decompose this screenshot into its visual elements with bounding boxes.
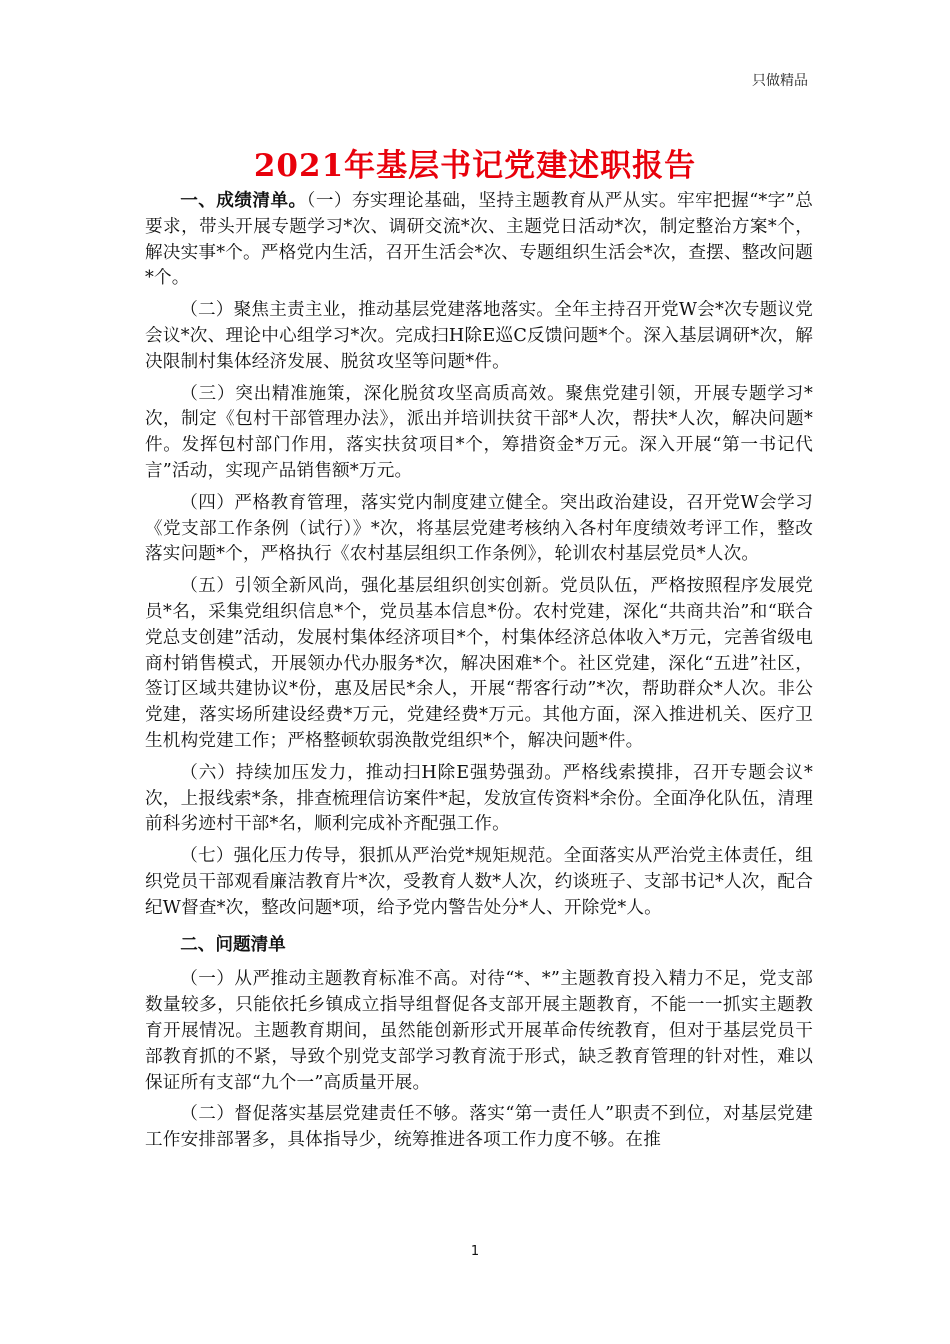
paragraph-text: （一）夯实理论基础，坚持主题教育从严从实。牢牢把握“*字”总要求，带头开展专题学习*次、调研交流*次、主题党日活动*次，制定整治方案*个，解决实事*个。严格党内生活，召开生活会*次、专题组织生活会*次，查摆、整改问题*个。 <box>145 191 813 289</box>
paragraph: （七）强化压力传导，狠抓从严治党*规矩规范。全面落实从严治党主体责任，组织党员干部观看廉洁教育片*次，受教育人数*人次，约谈班子、支部书记*人次，配合纪W督查*次，整改问题*项，给予党内警告处分*人、开除党*人。 <box>145 846 813 918</box>
paragraph: （二）聚焦主责主业，推动基层党建落地落实。全年主持召开党W会*次专题议党会议*次、理论中心组学习*次。完成扫H除E巡C反馈问题*个。深入基层调研*次，解决限制村集体经济发展、脱贫攻坚等问题*件。 <box>145 300 813 372</box>
page-number: 1 <box>470 1244 480 1259</box>
section-heading: 二、问题清单 <box>180 933 286 955</box>
paragraph <box>145 188 813 292</box>
header-note: 只做精品 <box>752 73 808 89</box>
paragraph: （一）从严推动主题教育标准不高。对待“*、*”主题教育投入精力不足，党支部数量较多，只能依托乡镇成立指导组督促各支部开展主题教育，不能一一抓实主题教育开展情况。主题教育期间，虽然能创新形式开展革命传统教育，但对于基层党员干部教育抓的不紧，导致个别党支部学习教育流于形式，缺乏教育管理的针对性，难以保证所有支部“九个一”高质量开展。 <box>145 969 813 1093</box>
document-title: 2021年基层书记党建述职报告 <box>253 148 697 184</box>
paragraph: （三）突出精准施策，深化脱贫攻坚高质高效。聚焦党建引领，开展专题学习*次，制定《包村干部管理办法》，派出并培训扶贫干部*人次，帮扶*人次，解决问题*件。发挥包村部门作用，落实扶贫项目*个，筹措资金*万元。深入开展“第一书记代言”活动，实现产品销售额*万元。 <box>145 383 813 481</box>
paragraph: （五）引领全新风尚，强化基层组织创实创新。党员队伍，严格按照程序发展党员*名，采集党组织信息*个，党员基本信息*份。农村党建，深化“共商共治”和“联合党总支创建”活动，发展村集体经济项目*个，村集体经济总体收入*万元，完善省级电商村销售模式，开展领办代办服务*次，解决困难*个。社区党建，深化“五进”社区，签订区域共建协议*份，惠及居民*余人，开展“帮客行动”*次，帮助群众*人次。非公党建，落实场所建设经费*万元，党建经费*万元。其他方面，深入推进机关、医疗卫生机构党建工作；严格整顿软弱涣散党组织*个，解决问题*件。 <box>145 576 813 751</box>
paragraph: （六）持续加压发力，推动扫H除E强势强劲。严格线索摸排，召开专题会议*次，上报线索*条，排查梳理信访案件*起，发放宣传资料*余份。全面净化队伍，清理前科劣迹村干部*名，顺利完成补齐配强工作。 <box>145 762 813 835</box>
document-body <box>145 188 813 1160</box>
paragraph: （二）督促落实基层党建责任不够。落实“第一责任人”职责不到位，对基层党建工作安排部署多，具体指导少，统筹推进各项工作力度不够。在推 <box>145 1104 813 1151</box>
section-heading: 一、成绩清单。 <box>180 190 307 211</box>
paragraph: （四）严格教育管理，落实党内制度建立健全。突出政治建设，召开党W会学习《党支部工作条例（试行）》*次，将基层党建考核纳入各村年度绩效考评工作，整改落实问题*个，严格执行《农村基层组织工作条例》，轮训农村基层党员*人次。 <box>145 492 813 565</box>
